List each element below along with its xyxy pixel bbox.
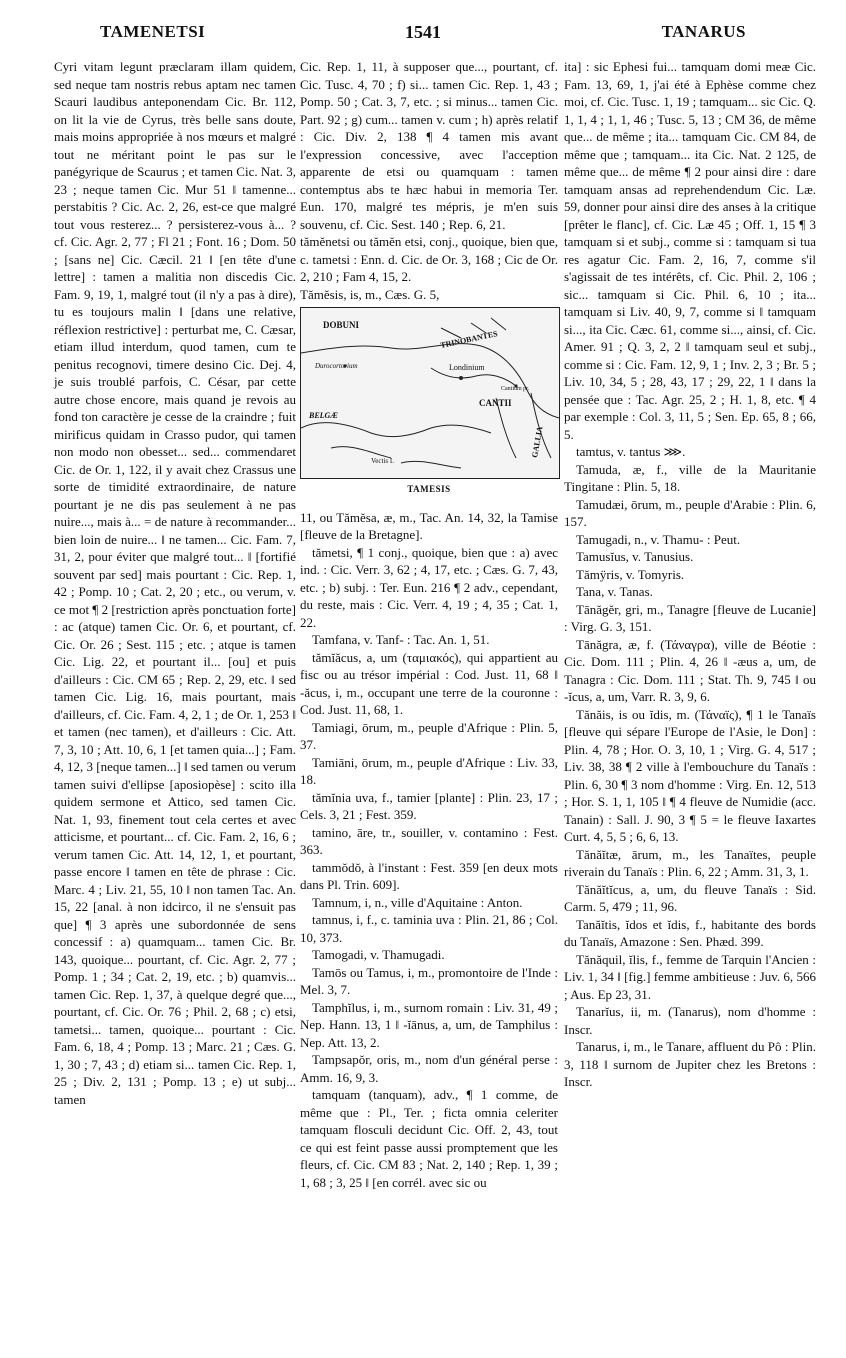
dictionary-entry: Tamudæi, ōrum, m., peuple d'Arabie : Plin. 6, 157. bbox=[564, 496, 816, 529]
dictionary-entry: tamino, āre, tr., souiller, v. contamino : Fest. 363. bbox=[300, 824, 558, 857]
dictionary-entry: 11, ou Tămĕsa, æ, m., Tac. An. 14, 32, la Tamise [fleuve de la Bretagne]. bbox=[300, 509, 558, 542]
dictionary-entry: Tamusĭus, v. Tanusius. bbox=[576, 549, 694, 564]
dictionary-entry: Tamugadi, n., v. Thamu- : Peut. bbox=[576, 531, 741, 547]
entry-text: Cyri vitam legunt præclaram illam quidem, sed neque tam nostris rebus aptam nec tamen Scauri laudibus anteponendam Cic. Br. 112, on lit la vie de Cyrus, très belle sans doute, mais moins appropriée à nos mœurs et malgré tout ne méritant point le pas sur le panégyrique de Scaurus ; et tamen Cic. Nat. 3, 23 ; neque tamen Cic. Mur 51 ‖ tamenne... perstabitis ? Cic. Ac. 2, 26, est-ce que malgré tout vous resterez... ? persisterez-vous à... ? cf. Cic. Agr. 2, 77 ; Fl 21 ; Font. 16 ; Dom. 50 ; [sans ne] Cic. Cæcil. 21 ‖ [en tête d'une lettre] : tamen a malitia non discedis Cic. Fam. 9, 19, 1, malgré tout (il n'y a pas à dire), tu es toujours malin ‖ [dans une relative, réflexion restrictive] : perturbat me, C. Cæsar, etiam illud interdum, quod tamen, cum te penitus recognovi, timere desino Cic. Dej. 4, je suis troublé parfois, C. César, par cette autre chose encore, mais quand je revois au fond ton caractère je cesse de la craindre ; fuit mirificus quidam in Crasso pudor, qui tamen non modo non obesset... sed... commendaret Cic. de Or. 1, 122, il y avait chez Crassus une sorte de timidité extraordinaire, de nature pourtant je ne dis pas seulement à ne pas nuire..., mais à... = de nature à recommander... bien loin de nuire... ‖ ne tamen... Cic. Fam. 7, 31, 2, pour éviter que malgré tout... ‖ [fortifié souvent par sed] mais pourtant : Cic. Rep. 1, 42 ; Pomp. 10 ; Cat. 2, 20 ; etc., ou verum, v. ce mot ¶ 2 [restriction après ponctuation forte] : ac (atque) tamen Cic. Or. 6, et pourtant, cf. Cic. Or. 26 ; Sest. 115 ; etc. ; atque is tamen Cic. Lig. 22, et pourtant il... [ou] et puis d'ailleurs : Cic. CM 65 ; Rep. 2, 29, etc. ‖ sed tamen Cic. Lig. 16, mais pourtant, mais d'ailleurs, cf. Cic. Fam. 4, 2, 1 ; de Or. 1, 253 ‖ et tamen (nec tamen), et d'ailleurs : Cic. Att. 7, 3, 10 ; Att. 10, 6, 1 [et tamen quia...] ; Fam. 4, 12, 3 [neque tamen...] ‖ sed tamen ou verum tamen suivi d'ellipse [aposiopèse] : scito illa quidem sermone et Attico, sed tamen Cic. Nat. 1, 93, finement tout cela certes et avec atticisme, et pourtant... cf. Cic. Fam. 2, 16, 6 ; verum tamen Cic. Att. 14, 12, 1, et pourtant, passe encore ‖ tamen en tête de phrase : Cic. Marc. 4 ; Liv. 21, 55, 10 ‖ non tamen Tac. An. 15, 22 [anal. à non idcirco, il ne s'ensuit pas que] ¶ 3 après une subordonnée de sens concessif : a) quamquam... tamen Cic. Br. 143, quoique... pourtant, cf. Cic. Agr. 2, 77 ; Pomp. 1 ; 34 ; Cat. 2, 19, etc. ; b) quamvis... tamen Cic. Rep. 1, 37, à quelque degré que..., pourtant, cf. Cic. Or. 76 ; Phil. 2, 68 ; c) etsi, tametsi... tamen, quoique... pourtant : Cic. Fam. 6, 18, 4 ; Pomp. 13 ; Marc. 21 ; Cæs. G. 1, 30 ; 7, 43 ; d) etiam si... tamen Cic. Rep. 1, 25 ; Div. 2, 131 ; Pomp. 13 ; e) ut subj... tamen bbox=[54, 59, 296, 1107]
dictionary-entry: ita] : sic Ephesi fui... tamquam domi meæ Cic. Fam. 13, 69, 1, j'ai été à Ephèse comme chez moi, cf. Cic. Tusc. 1, 19 ; tamquam... sic Cic. Q. 1, 1, 4 ; 1, 1, 46 ; Tusc. 5, 13 ; CM 36, de même que... de même ; ita... tamquam Cic. CM 84, de même que ; tamquam... ita Cic. Nat. 2 125, de même que... de même ¶ 2 pour ainsi dire : dare tamquam ansas ad reprehendendum Cic. Læ. 59, donner pour ainsi dire des anses à la critique [prêter le flanc], cf. Cic. Læ 45 ; Off. 1, 15 ¶ 3 tamquam si et subj., comme si : tamquam si tua res agatur Cic. Fam. 2, 16, 7, comme s'il s'agissait de tes intérêts, cf. Cic. Phil. 2, 106 ; sic... tamquam si Cic. Phil. 6, 10 ; ita... tamquam si Liv. 40, 9, 7, comme si ‖ tamquam si..., ita Cic. Cæc. 61, comme si..., ainsi, cf. Cic. Amer. 91 ; Q. 3, 2, 2 ‖ tamquam seul et subj., comme si : Cic. Fam. 12, 9, 1 ; Inv. 2, 3 ; Br. 5 ; Liv. 10, 34, 5 ; 28, 43, 17 ; 29, 22, 1 ‖ dans la pensée que : Tac. Agr. 25, 2 ; H. 1, 8, etc. ¶ 4 par exemple : Col. 3, 11, 5 ; Sen. Ep. 65, 8 ; 66, 5. bbox=[564, 59, 816, 442]
dictionary-entry: tămĭnia uva, f., tamier [plante] : Plin. 23, 17 ; Cels. 3, 21 ; Fest. 359. bbox=[300, 789, 558, 822]
map-label: GALLIA bbox=[530, 425, 545, 459]
dictionary-entry: Tănăquil, ĭlis, f., femme de Tarquin l'Ancien : Liv. 1, 34 ‖ [fig.] femme ambitieuse : Juv. 6, 566 ; Aus. Ep 23, 31. bbox=[564, 951, 816, 1002]
column-middle bbox=[300, 58, 558, 1191]
column-left bbox=[54, 58, 296, 1108]
dictionary-entry: Tampsapŏr, oris, m., nom d'un général perse : Amm. 16, 9, 3. bbox=[300, 1052, 558, 1085]
dictionary-entry: Tanarĭus, ii, m. (Tanarus), nom d'homme : Inscr. bbox=[564, 1004, 816, 1037]
dictionary-entry: Tānăgĕr, gri, m., Tanagre [fleuve de Lucanie] : Virg. G. 3, 151. bbox=[564, 601, 816, 634]
map-label: DOBUNI bbox=[323, 320, 360, 330]
dictionary-entry: tamnus, i, f., c. taminia uva : Plin. 21, 86 ; Col. 10, 373. bbox=[300, 912, 558, 945]
running-head-right: TANARUS bbox=[661, 22, 746, 41]
map-label: BELGÆ bbox=[309, 411, 338, 420]
dictionary-entry: Tamfana, v. Tanf- : Tac. An. 1, 51. bbox=[312, 632, 490, 647]
dictionary-entry: tămetsi, ¶ 1 conj., quoique, bien que : a) avec ind. : Cic. Verr. 3, 62 ; 4, 17, etc. ; Cæs. G. 7, 43, etc. ; b) subj. : Ter. Eun. 216 ¶ 2 adv., cependant, du reste, mais : Cic. Verr. 4, 19 ; 4, 35 ; Cat. 1, 22. bbox=[300, 544, 558, 630]
page-header bbox=[0, 22, 846, 48]
dictionary-entry: Tamogadi, v. Thamugadi. bbox=[312, 947, 445, 962]
map-label: CANTII bbox=[479, 398, 512, 408]
dictionary-entry: Tămÿris, v. Tomyris. bbox=[576, 566, 685, 582]
dictionary-entry: tamquam (tanquam), adv., ¶ 1 comme, de même que : Pl., Ter. ; ficta omnia celeriter tamquam flosculi decidunt Cic. Off. 2, 43, tout ce qui est feint passe aussi promptement que les fleurs, cf. Cic. CM 83 ; Nat. 2, 140 ; Rep. 1, 39 ; 1, 68 ; 3, 25 ‖ [en corrél. avec sic ou bbox=[300, 1087, 558, 1190]
dictionary-entry: Tanăĭtis, ĭdos et ĭdis, f., habitante des bords du Tanaïs, Amazone : Sen. Phæd. 399. bbox=[564, 916, 816, 949]
map-label: TRINOBANTES bbox=[439, 329, 499, 350]
dictionary-entry: Tana, v. Tanas. bbox=[576, 584, 653, 599]
entry-list bbox=[300, 509, 558, 1192]
dictionary-entry: Tamuda, æ, f., ville de la Mauritanie Tingitane : Plin. 5, 18. bbox=[564, 461, 816, 494]
dictionary-entry: tamtus, v. tantus ⋙. bbox=[576, 444, 686, 459]
dictionary-entry: tămĭăcus, a, um (ταμιακός), qui appartient au fisc ou au trésor impérial : Cod. Just. 11, 68 ‖ -ăcus, i, m., occupant une terre de la couronne : Cod. Just. 11, 68, 1. bbox=[300, 649, 558, 717]
tamesis-map bbox=[300, 307, 560, 479]
map-label: Cantium pr. bbox=[501, 386, 530, 392]
map-label: Londinium bbox=[449, 363, 485, 372]
map-label: Vectis I. bbox=[371, 457, 394, 465]
running-head-left: TAMENETSI bbox=[100, 22, 206, 41]
dictionary-entry: Tānăgra, æ, f. (Τάναγρα), ville de Béotie : Cic. Dom. 111 ; Plin. 4, 26 ‖ -æus a, um, de Tanagra : Cic. Dom. 111 ; Stat. Th. 9, 745 ‖ ou -ĭcus, a, um, Varr. R. 3, 9, 6. bbox=[564, 636, 816, 704]
entry-text: Cic. Rep. 1, 11, à supposer que..., pourtant, cf. Cic. Tusc. 4, 70 ; f) si... tamen Cic. Rep. 1, 43 ; Pomp. 50 ; Cat. 3, 7, etc. ; si minus... tamen Cic. Part. 92 ; g) cum... tamen v. cum ; h) après relatif : Cic. Div. 2, 138 ¶ 4 tamen mis avant l'expression concessive, avec l'acception apparente de etsi ou quamquam : tamen contemptus abs te hæc habui in memoria Ter. Eun. 170, malgré tes mépris, je m'en suis souvenu, cf. Cic. Sest. 140 ; Rep. 6, 21. bbox=[300, 59, 558, 232]
dictionary-entry: Tamphĭlus, i, m., surnom romain : Liv. 31, 49 ; Nep. Hann. 13, 1 ‖ -ĭānus, a, um, de Tamphilus : Nep. Att. 13, 2. bbox=[300, 999, 558, 1050]
dictionary-entry: Tănăĭtĭcus, a, um, du fleuve Tanaïs : Sid. Carm. 5, 479 ; 11, 96. bbox=[564, 881, 816, 914]
entry-tamesis: Tămĕsis, is, m., Cæs. G. 5, bbox=[300, 286, 440, 302]
dictionary-entry: Tamiagi, ōrum, m., peuple d'Afrique : Plin. 5, 37. bbox=[300, 719, 558, 752]
dictionary-entry: Tănăis, is ou ĭdis, m. (Τάναϊς), ¶ 1 le Tanaïs [fleuve qui sépare l'Europe de l'Asie, le Don] : Plin. 4, 78 ; Hor. O. 3, 10, 1 ; Virg. G. 4, 517 ; Liv. 38, 38 ¶ 2 ville à l'embouchure du Tanaïs : Plin. 6, 30 ¶ 3 nom d'homme : Virg. En. 12, 513 ; Hor. S. 1, 1, 105 ‖ ¶ 4 fleuve de Numidie (acc. Tanain) : Sall. J. 90, 3 ¶ 5 = le fleuve Iaxartes Curt. 4, 5, 5 ; 6, 6, 13. bbox=[564, 706, 816, 844]
dictionary-entry: Tamiāni, ōrum, m., peuple d'Afrique : Liv. 33, 18. bbox=[300, 754, 558, 787]
entry-tamenetsi: tămĕnetsi ou tămĕn etsi, conj., quoique, bien que, c. tametsi : Enn. d. Cic. de Or. 3, 168 ; Cic de Or. 2, 210 ; Fam 4, 15, 2. bbox=[300, 234, 558, 284]
map-illustration bbox=[301, 308, 559, 478]
dictionary-entry: tammŏdŏ, à l'instant : Fest. 359 [en deux mots dans Pl. Trin. 609]. bbox=[300, 859, 558, 892]
map-caption: TAMESIS bbox=[407, 484, 451, 494]
dictionary-entry: Tănăĭtæ, ārum, m., les Tanaïtes, peuple riverain du Tanaïs : Plin. 6, 22 ; Amm. 31, 3, 1. bbox=[564, 846, 816, 879]
dictionary-entry: Tamōs ou Tamus, i, m., promontoire de l'Inde : Mel. 3, 7. bbox=[300, 964, 558, 997]
column-right bbox=[564, 58, 816, 1091]
page-number: 1541 bbox=[405, 22, 441, 42]
dictionary-entry: Tamnum, i, n., ville d'Aquitaine : Anton. bbox=[312, 894, 523, 910]
map-label: Durocortorium bbox=[315, 362, 358, 370]
dictionary-entry: Tanarus, i, m., le Tanare, affluent du Pô : Plin. 3, 118 ‖ surnom de Jupiter chez les Bretons : Inscr. bbox=[564, 1039, 816, 1089]
